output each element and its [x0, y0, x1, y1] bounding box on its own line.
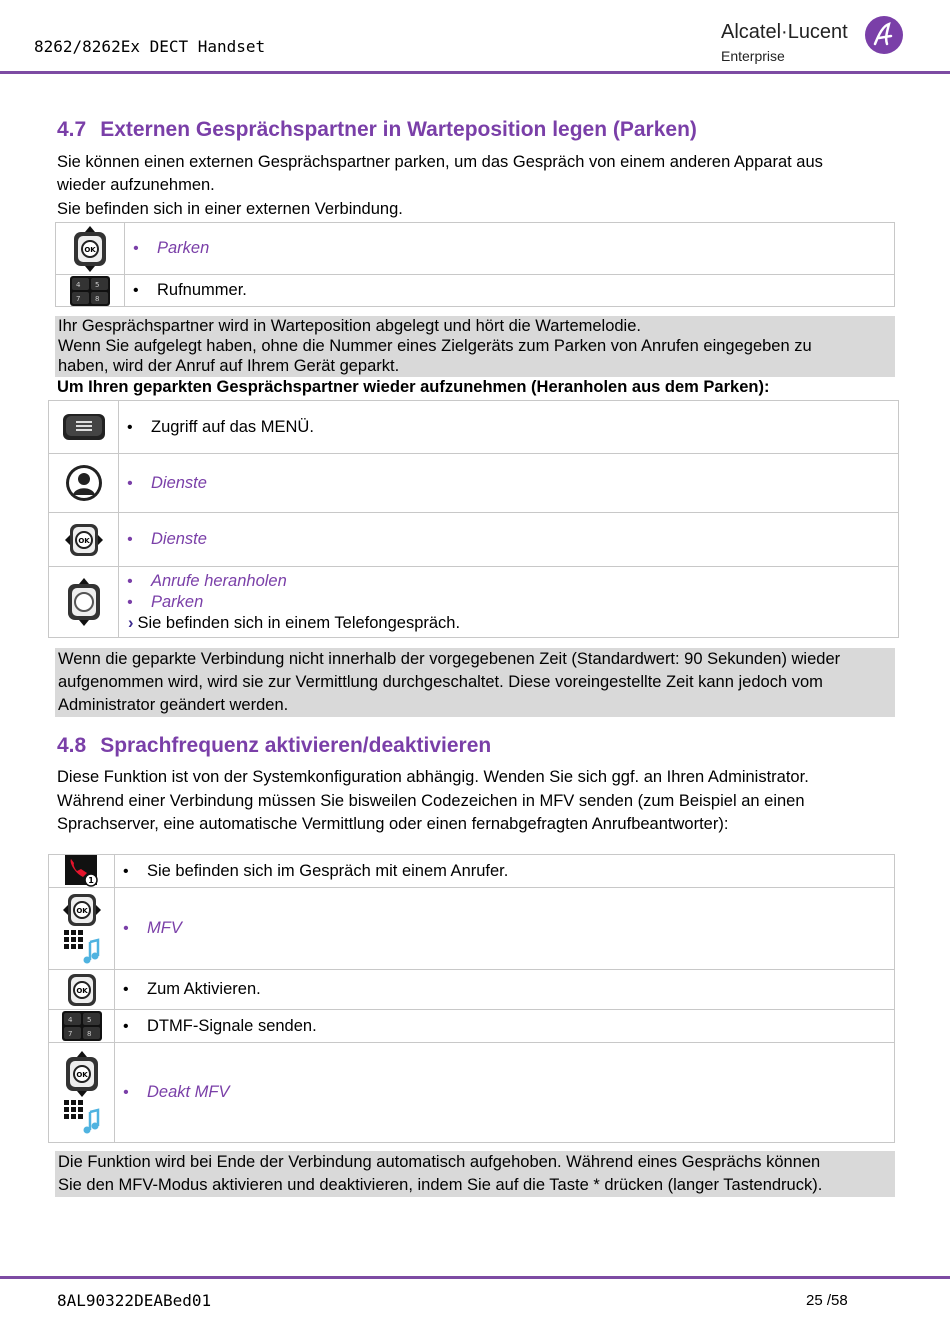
page-number: 25 /58 [806, 1292, 848, 1309]
note-line: Die Funktion wird bei Ende der Verbindung automatisch aufgehoben. Während eines Gesprächs können [58, 1153, 821, 1171]
chevron-right-icon: › [128, 614, 134, 632]
svg-text:7: 7 [76, 294, 81, 303]
logo-sub: Enterprise [721, 48, 785, 64]
svg-text:OK: OK [77, 536, 90, 545]
info-note [55, 648, 895, 717]
note-line: haben, wird der Anruf auf Ihrem Gerät geparkt. [58, 357, 400, 375]
dtmf-tone-icon [62, 1098, 102, 1136]
info-note [55, 316, 895, 377]
step-item: • Dienste [119, 529, 898, 550]
ok-key-icon [49, 970, 115, 1010]
section-heading-4-8: 4.8 Sprachfrequenz aktivieren/deaktivieren [57, 734, 492, 757]
step-item: • Zugriff auf das MENÜ. [119, 417, 898, 438]
svg-text:1: 1 [87, 876, 94, 885]
paragraph: Diese Funktion ist von der Systemkonfiguration abhängig. Wenden Sie sich ggf. an Ihren Administrator. [57, 768, 809, 786]
svg-text:5: 5 [95, 280, 100, 289]
alcatel-lucent-logo [721, 16, 911, 66]
svg-text:8: 8 [95, 294, 100, 303]
svg-text:4: 4 [67, 1016, 72, 1024]
steps-table [48, 854, 895, 1143]
step-item: • Dienste [119, 473, 898, 494]
call-active-icon [49, 855, 115, 888]
logo-mark-icon [865, 16, 903, 54]
keypad-icon [49, 1010, 115, 1043]
step-item: • Zum Aktivieren. [115, 979, 894, 1000]
step-item: • Sie befinden sich im Gespräch mit einem Anrufer. [115, 861, 894, 882]
keypad-icon [56, 275, 125, 307]
steps-table [48, 400, 899, 638]
note-line: Ihr Gesprächspartner wird in Warteposition abgelegt und hört die Wartemelodie. [58, 317, 641, 335]
steps-table [55, 222, 895, 307]
step-item: • MFV [115, 918, 894, 939]
nav-ok-mfv-icon [49, 1043, 115, 1143]
step-item: • Deakt MFV [115, 1082, 894, 1103]
document-title: 8262/8262Ex DECT Handset [34, 37, 266, 56]
menu-key-icon [49, 401, 119, 454]
step-item: • Rufnummer. [125, 280, 894, 301]
svg-text:8: 8 [86, 1030, 91, 1038]
svg-text:7: 7 [67, 1030, 72, 1038]
paragraph: Während einer Verbindung müssen Sie bisweilen Codezeichen in MFV senden (zum Beispiel an einen [57, 792, 805, 810]
result-line: › Sie befinden sich in einem Telefongespräch. [128, 614, 461, 632]
step-item: • Anrufe heranholen [119, 571, 898, 592]
svg-text:OK: OK [84, 245, 96, 254]
bold-subheading: Um Ihren geparkten Gesprächspartner wieder aufzunehmen (Heranholen aus dem Parken): [57, 378, 770, 396]
svg-text:5: 5 [86, 1016, 91, 1024]
paragraph: Sie können einen externen Gesprächspartner parken, um das Gespräch von einem anderen Apparat aus [57, 153, 823, 171]
svg-text:OK: OK [75, 906, 88, 915]
logo-name: Alcatel·Lucent [721, 21, 848, 43]
note-line: aufgenommen wird, wird sie zur Vermittlung durchgeschaltet. Diese voreingestellte Zeit kann jedoch vom [58, 673, 823, 691]
note-line: Wenn Sie aufgelegt haben, ohne die Nummer eines Zielgeräts zum Parken von Anrufen eingegeben zu [58, 337, 812, 355]
step-item: • DTMF-Signale senden. [115, 1016, 894, 1037]
ok-mfv-icon [49, 888, 115, 970]
note-line: Sie den MFV-Modus aktivieren und deaktivieren, indem Sie auf die Taste * drücken (langer Tastendruck). [58, 1176, 823, 1194]
nav-ok-key-icon [56, 223, 125, 275]
paragraph: Sprachserver, eine automatische Vermittlung oder einen fernabgefragten Anrufbeantworter): [57, 815, 729, 833]
svg-text:4: 4 [76, 280, 81, 289]
step-item: • Parken [125, 238, 894, 259]
dtmf-tone-icon [62, 928, 102, 966]
paragraph: wieder aufzunehmen. [57, 176, 215, 194]
document-reference: 8AL90322DEABed01 [57, 1291, 212, 1310]
header-rule [0, 71, 950, 74]
svg-text:OK: OK [75, 986, 88, 995]
svg-text:OK: OK [75, 1070, 88, 1079]
paragraph: Sie befinden sich in einer externen Verbindung. [57, 200, 403, 218]
note-line: Wenn die geparkte Verbindung nicht innerhalb der vorgegebenen Zeit (Standardwert: 90 Sekunden) wieder [58, 650, 841, 668]
footer-rule [0, 1276, 950, 1279]
user-services-icon [49, 454, 119, 513]
info-note [55, 1151, 895, 1197]
note-line: Administrator geändert werden. [58, 696, 289, 714]
step-item: • Parken [119, 592, 898, 613]
ok-key-lr-icon [49, 513, 119, 567]
section-heading-4-7: 4.7 Externen Gesprächspartner in Warteposition legen (Parken) [57, 118, 697, 141]
